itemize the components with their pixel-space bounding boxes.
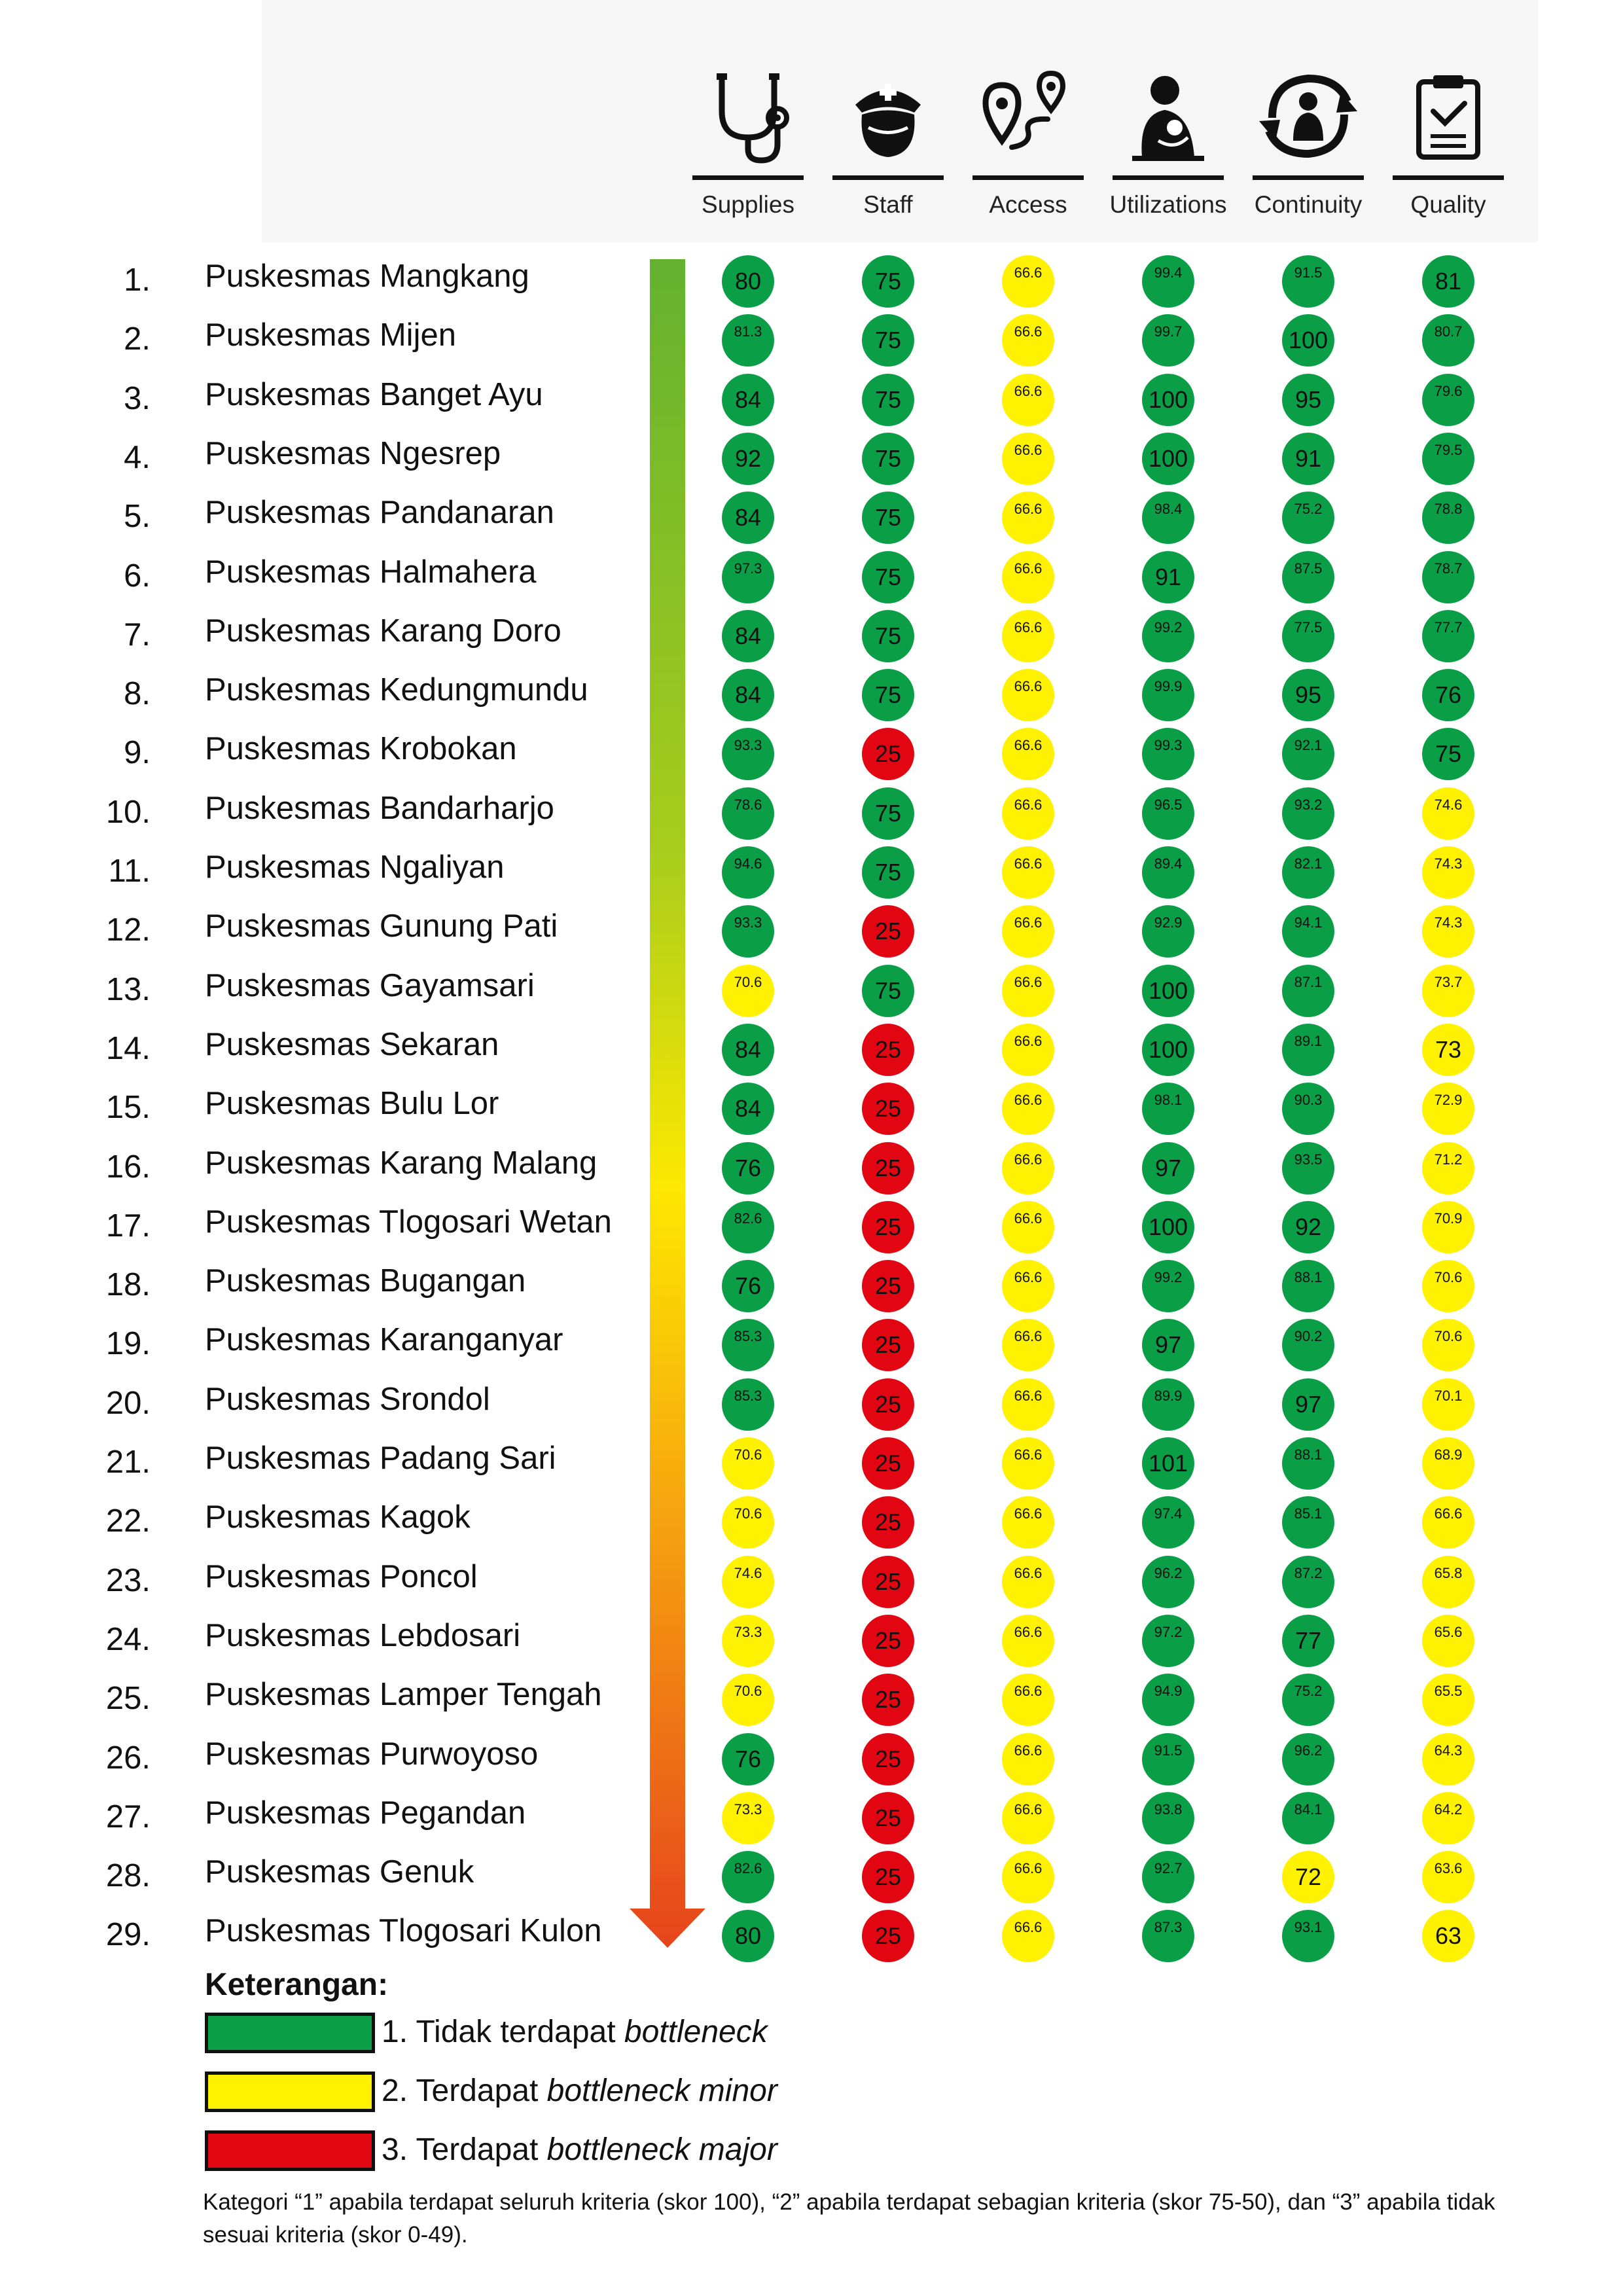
score-dot-continuity: 89.1 bbox=[1282, 1024, 1334, 1076]
score-dot-access: 66.6 bbox=[1002, 669, 1054, 721]
score-dot-utilizations: 100 bbox=[1142, 965, 1194, 1017]
row-name: Puskesmas Gayamsari bbox=[205, 967, 535, 1003]
score-dot-continuity: 87.2 bbox=[1282, 1556, 1334, 1608]
score-dot-quality: 74.3 bbox=[1422, 905, 1474, 958]
row-name: Puskesmas Tlogosari Kulon bbox=[205, 1913, 602, 1949]
score-dot-continuity: 93.2 bbox=[1282, 787, 1334, 840]
score-dot-access: 66.6 bbox=[1002, 905, 1054, 958]
score-dot-quality: 80.7 bbox=[1422, 314, 1474, 367]
score-dot-staff: 75 bbox=[862, 846, 914, 899]
score-dot-continuity: 77.5 bbox=[1282, 610, 1334, 662]
score-dot-staff: 25 bbox=[862, 1437, 914, 1490]
legend-italic: bottleneck minor bbox=[546, 2073, 777, 2108]
score-dot-continuity: 94.1 bbox=[1282, 905, 1334, 958]
score-dot-staff: 25 bbox=[862, 1024, 914, 1076]
score-dot-staff: 25 bbox=[862, 905, 914, 958]
score-dot-utilizations: 96.5 bbox=[1142, 787, 1194, 840]
row-rank: 7. bbox=[124, 617, 151, 653]
row-name: Puskesmas Bugangan bbox=[205, 1263, 526, 1299]
score-dot-utilizations: 97.2 bbox=[1142, 1615, 1194, 1667]
row-name: Puskesmas Genuk bbox=[205, 1854, 474, 1890]
row-name: Puskesmas Poncol bbox=[205, 1558, 478, 1594]
score-dot-quality: 65.8 bbox=[1422, 1556, 1474, 1608]
row-rank: 9. bbox=[124, 735, 151, 771]
score-dot-continuity: 91.5 bbox=[1282, 255, 1334, 308]
row-rank: 11. bbox=[108, 853, 151, 889]
score-dot-access: 66.6 bbox=[1002, 1201, 1054, 1253]
score-dot-access: 66.6 bbox=[1002, 551, 1054, 603]
score-dot-continuity: 84.1 bbox=[1282, 1792, 1334, 1844]
score-dot-quality: 78.7 bbox=[1422, 551, 1474, 603]
score-dot-staff: 25 bbox=[862, 1556, 914, 1608]
score-dot-continuity: 85.1 bbox=[1282, 1496, 1334, 1549]
score-dot-quality: 68.9 bbox=[1422, 1437, 1474, 1490]
score-dot-access: 66.6 bbox=[1002, 1556, 1054, 1608]
legend-swatch bbox=[205, 2130, 375, 2171]
score-dot-quality: 81 bbox=[1422, 255, 1474, 308]
row-rank: 8. bbox=[124, 676, 151, 712]
score-dot-supplies: 85.3 bbox=[722, 1378, 774, 1431]
score-dot-continuity: 88.1 bbox=[1282, 1260, 1334, 1312]
row-rank: 4. bbox=[124, 439, 151, 475]
row-rank: 19. bbox=[105, 1326, 151, 1362]
row-name: Puskesmas Pandanaran bbox=[205, 495, 554, 531]
score-dot-staff: 75 bbox=[862, 255, 914, 308]
score-dot-utilizations: 101 bbox=[1142, 1437, 1194, 1490]
score-dot-supplies: 76 bbox=[722, 1142, 774, 1194]
row-rank: 21. bbox=[105, 1444, 151, 1480]
score-dot-quality: 70.1 bbox=[1422, 1378, 1474, 1431]
legend-swatch bbox=[205, 2013, 375, 2053]
row-name: Puskesmas Karang Doro bbox=[205, 613, 562, 649]
row-name: Puskesmas Ngaliyan bbox=[205, 850, 505, 885]
column-label-quality: Quality bbox=[1410, 191, 1486, 218]
row-name: Puskesmas Banget Ayu bbox=[205, 376, 543, 412]
score-dot-utilizations: 97.4 bbox=[1142, 1496, 1194, 1549]
score-dot-continuity: 93.1 bbox=[1282, 1910, 1334, 1962]
score-dot-quality: 65.5 bbox=[1422, 1674, 1474, 1726]
score-dot-utilizations: 99.2 bbox=[1142, 1260, 1194, 1312]
score-dot-utilizations: 99.4 bbox=[1142, 255, 1194, 308]
score-dot-quality: 79.6 bbox=[1422, 374, 1474, 426]
category-note: Kategori “1” apabila terdapat seluruh kriteria (skor 100), “2” apabila terdapat sebagian kriteria (skor 75-50), dan “3” apabila tidak sesuai kriteria (skor 0-49). bbox=[203, 2189, 1495, 2248]
row-rank: 18. bbox=[105, 1267, 151, 1303]
score-dot-continuity: 91 bbox=[1282, 433, 1334, 485]
score-dot-access: 66.6 bbox=[1002, 610, 1054, 662]
score-dot-access: 66.6 bbox=[1002, 1674, 1054, 1726]
score-dot-supplies: 70.6 bbox=[722, 1496, 774, 1549]
score-dot-continuity: 93.5 bbox=[1282, 1142, 1334, 1194]
score-dot-utilizations: 96.2 bbox=[1142, 1556, 1194, 1608]
score-dot-supplies: 74.6 bbox=[722, 1556, 774, 1608]
score-dot-access: 66.6 bbox=[1002, 1910, 1054, 1962]
legend-text: 2. Terdapat bbox=[382, 2073, 547, 2108]
score-dot-continuity: 97 bbox=[1282, 1378, 1334, 1431]
score-dot-supplies: 85.3 bbox=[722, 1319, 774, 1371]
score-dot-continuity: 90.3 bbox=[1282, 1083, 1334, 1135]
score-dot-quality: 73 bbox=[1422, 1024, 1474, 1076]
score-dot-access: 66.6 bbox=[1002, 787, 1054, 840]
score-dot-access: 66.6 bbox=[1002, 1733, 1054, 1785]
score-dot-access: 66.6 bbox=[1002, 255, 1054, 308]
score-dot-supplies: 82.6 bbox=[722, 1851, 774, 1903]
score-dot-utilizations: 91 bbox=[1142, 551, 1194, 603]
score-dot-staff: 25 bbox=[862, 1674, 914, 1726]
score-dot-utilizations: 99.7 bbox=[1142, 314, 1194, 367]
row-rank: 12. bbox=[105, 912, 151, 948]
score-dot-supplies: 80 bbox=[722, 1910, 774, 1962]
score-dot-utilizations: 100 bbox=[1142, 433, 1194, 485]
score-dot-continuity: 100 bbox=[1282, 314, 1334, 367]
score-dot-staff: 75 bbox=[862, 551, 914, 603]
row-name: Puskesmas Halmahera bbox=[205, 554, 537, 590]
row-rank: 16. bbox=[105, 1149, 151, 1185]
row-name: Puskesmas Lebdosari bbox=[205, 1617, 521, 1653]
row-rank: 27. bbox=[105, 1799, 151, 1835]
score-dot-quality: 64.3 bbox=[1422, 1733, 1474, 1785]
score-dot-access: 66.6 bbox=[1002, 1319, 1054, 1371]
header-rule bbox=[692, 175, 804, 180]
score-dot-utilizations: 89.9 bbox=[1142, 1378, 1194, 1431]
score-dot-access: 66.6 bbox=[1002, 1378, 1054, 1431]
score-dot-quality: 76 bbox=[1422, 669, 1474, 721]
row-rank: 15. bbox=[105, 1090, 151, 1126]
score-dot-quality: 78.8 bbox=[1422, 492, 1474, 544]
score-dot-access: 66.6 bbox=[1002, 1024, 1054, 1076]
score-dot-utilizations: 98.1 bbox=[1142, 1083, 1194, 1135]
score-dot-quality: 77.7 bbox=[1422, 610, 1474, 662]
score-dot-continuity: 82.1 bbox=[1282, 846, 1334, 899]
score-dot-continuity: 87.1 bbox=[1282, 965, 1334, 1017]
column-label-supplies: Supplies bbox=[702, 191, 794, 218]
score-dot-quality: 70.9 bbox=[1422, 1201, 1474, 1253]
score-dot-continuity: 95 bbox=[1282, 374, 1334, 426]
row-name: Puskesmas Srondol bbox=[205, 1381, 490, 1417]
score-dot-continuity: 95 bbox=[1282, 669, 1334, 721]
map-route-icon bbox=[972, 65, 1084, 164]
row-rank: 22. bbox=[105, 1503, 151, 1539]
header-rule bbox=[972, 175, 1084, 180]
row-name: Puskesmas Sekaran bbox=[205, 1026, 499, 1062]
score-dot-staff: 75 bbox=[862, 965, 914, 1017]
score-dot-supplies: 82.6 bbox=[722, 1201, 774, 1253]
score-dot-utilizations: 92.9 bbox=[1142, 905, 1194, 958]
score-dot-access: 66.6 bbox=[1002, 965, 1054, 1017]
score-dot-utilizations: 99.3 bbox=[1142, 728, 1194, 780]
score-dot-quality: 70.6 bbox=[1422, 1260, 1474, 1312]
row-name: Puskesmas Karang Malang bbox=[205, 1145, 597, 1181]
nurse-icon bbox=[832, 65, 944, 164]
row-rank: 28. bbox=[105, 1858, 151, 1894]
legend-text: 3. Terdapat bbox=[382, 2132, 547, 2167]
score-dot-staff: 25 bbox=[862, 1851, 914, 1903]
score-dot-continuity: 96.2 bbox=[1282, 1733, 1334, 1785]
score-dot-utilizations: 99.9 bbox=[1142, 669, 1194, 721]
score-dot-quality: 74.6 bbox=[1422, 787, 1474, 840]
score-dot-quality: 73.7 bbox=[1422, 965, 1474, 1017]
column-label-staff: Staff bbox=[863, 191, 913, 218]
score-dot-quality: 72.9 bbox=[1422, 1083, 1474, 1135]
score-dot-continuity: 92 bbox=[1282, 1201, 1334, 1253]
score-dot-staff: 25 bbox=[862, 728, 914, 780]
score-dot-quality: 64.2 bbox=[1422, 1792, 1474, 1844]
row-rank: 29. bbox=[105, 1917, 151, 1953]
score-dot-staff: 25 bbox=[862, 1615, 914, 1667]
score-dot-supplies: 78.6 bbox=[722, 787, 774, 840]
score-dot-supplies: 92 bbox=[722, 433, 774, 485]
row-rank: 2. bbox=[124, 321, 151, 357]
score-dot-quality: 74.3 bbox=[1422, 846, 1474, 899]
score-dot-supplies: 73.3 bbox=[722, 1615, 774, 1667]
score-dot-continuity: 87.5 bbox=[1282, 551, 1334, 603]
score-dot-continuity: 72 bbox=[1282, 1851, 1334, 1903]
score-dot-access: 66.6 bbox=[1002, 314, 1054, 367]
row-name: Puskesmas Padang Sari bbox=[205, 1441, 556, 1476]
score-dot-supplies: 73.3 bbox=[722, 1792, 774, 1844]
score-dot-supplies: 84 bbox=[722, 374, 774, 426]
row-name: Puskesmas Ngesrep bbox=[205, 435, 501, 471]
score-dot-quality: 63 bbox=[1422, 1910, 1474, 1962]
header-rule bbox=[832, 175, 944, 180]
score-dot-access: 66.6 bbox=[1002, 374, 1054, 426]
score-dot-quality: 71.2 bbox=[1422, 1142, 1474, 1194]
score-dot-continuity: 77 bbox=[1282, 1615, 1334, 1667]
score-dot-supplies: 93.3 bbox=[722, 728, 774, 780]
row-name: Puskesmas Mijen bbox=[205, 317, 456, 353]
row-rank: 1. bbox=[124, 262, 151, 298]
score-dot-staff: 25 bbox=[862, 1083, 914, 1135]
row-name: Puskesmas Karanganyar bbox=[205, 1322, 563, 1358]
mother-child-icon bbox=[1113, 65, 1224, 164]
score-dot-utilizations: 97 bbox=[1142, 1319, 1194, 1371]
score-dot-supplies: 84 bbox=[722, 1024, 774, 1076]
score-dot-supplies: 70.6 bbox=[722, 965, 774, 1017]
score-dot-staff: 75 bbox=[862, 669, 914, 721]
score-dot-access: 66.6 bbox=[1002, 728, 1054, 780]
row-name: Puskesmas Bulu Lor bbox=[205, 1086, 499, 1122]
score-dot-access: 66.6 bbox=[1002, 1851, 1054, 1903]
score-dot-supplies: 80 bbox=[722, 255, 774, 308]
legend-italic: bottleneck bbox=[624, 2015, 768, 2049]
row-rank: 10. bbox=[105, 794, 151, 830]
score-dot-access: 66.6 bbox=[1002, 1083, 1054, 1135]
score-dot-access: 66.6 bbox=[1002, 1496, 1054, 1549]
score-dot-access: 66.6 bbox=[1002, 846, 1054, 899]
score-dot-access: 66.6 bbox=[1002, 1260, 1054, 1312]
column-label-utilizations: Utilizations bbox=[1109, 191, 1227, 218]
score-dot-quality: 75 bbox=[1422, 728, 1474, 780]
score-dot-utilizations: 91.5 bbox=[1142, 1733, 1194, 1785]
stethoscope-icon bbox=[692, 65, 804, 164]
score-dot-supplies: 97.3 bbox=[722, 551, 774, 603]
score-dot-continuity: 92.1 bbox=[1282, 728, 1334, 780]
row-name: Puskesmas Kedungmundu bbox=[205, 672, 588, 708]
row-rank: 5. bbox=[124, 499, 151, 535]
score-dot-continuity: 88.1 bbox=[1282, 1437, 1334, 1490]
score-dot-staff: 75 bbox=[862, 433, 914, 485]
score-dot-staff: 75 bbox=[862, 610, 914, 662]
column-label-access: Access bbox=[989, 191, 1067, 218]
legend-title: Keterangan: bbox=[205, 1967, 389, 2002]
row-name: Puskesmas Mangkang bbox=[205, 259, 529, 294]
continuity-care-icon bbox=[1253, 65, 1364, 164]
row-rank: 14. bbox=[105, 1030, 151, 1066]
row-rank: 3. bbox=[124, 380, 151, 416]
row-name: Puskesmas Tlogosari Wetan bbox=[205, 1204, 612, 1240]
score-dot-utilizations: 89.4 bbox=[1142, 846, 1194, 899]
score-dot-supplies: 76 bbox=[722, 1260, 774, 1312]
score-dot-access: 66.6 bbox=[1002, 1142, 1054, 1194]
score-dot-staff: 75 bbox=[862, 492, 914, 544]
score-dot-utilizations: 92.7 bbox=[1142, 1851, 1194, 1903]
score-dot-staff: 25 bbox=[862, 1201, 914, 1253]
score-dot-quality: 66.6 bbox=[1422, 1496, 1474, 1549]
score-dot-access: 66.6 bbox=[1002, 1437, 1054, 1490]
score-dot-supplies: 70.6 bbox=[722, 1674, 774, 1726]
clipboard-check-icon bbox=[1393, 65, 1504, 164]
score-dot-staff: 25 bbox=[862, 1142, 914, 1194]
row-rank: 13. bbox=[105, 971, 151, 1007]
score-dot-supplies: 94.6 bbox=[722, 846, 774, 899]
score-dot-access: 66.6 bbox=[1002, 433, 1054, 485]
score-dot-continuity: 75.2 bbox=[1282, 1674, 1334, 1726]
score-dot-supplies: 84 bbox=[722, 610, 774, 662]
score-dot-supplies: 84 bbox=[722, 669, 774, 721]
row-name: Puskesmas Lamper Tengah bbox=[205, 1677, 602, 1713]
score-dot-staff: 25 bbox=[862, 1319, 914, 1371]
score-dot-utilizations: 99.2 bbox=[1142, 610, 1194, 662]
ranking-arrow bbox=[628, 259, 707, 1961]
row-name: Puskesmas Gunung Pati bbox=[205, 908, 558, 944]
score-dot-staff: 75 bbox=[862, 314, 914, 367]
score-dot-supplies: 76 bbox=[722, 1733, 774, 1785]
row-name: Puskesmas Bandarharjo bbox=[205, 790, 554, 826]
legend-swatch bbox=[205, 2072, 375, 2112]
row-rank: 23. bbox=[105, 1562, 151, 1598]
score-dot-supplies: 93.3 bbox=[722, 905, 774, 958]
score-dot-utilizations: 87.3 bbox=[1142, 1910, 1194, 1962]
score-dot-quality: 79.5 bbox=[1422, 433, 1474, 485]
row-rank: 6. bbox=[124, 558, 151, 594]
score-dot-quality: 70.6 bbox=[1422, 1319, 1474, 1371]
score-dot-staff: 25 bbox=[862, 1260, 914, 1312]
score-dot-utilizations: 100 bbox=[1142, 374, 1194, 426]
score-dot-supplies: 84 bbox=[722, 1083, 774, 1135]
row-rank: 24. bbox=[105, 1621, 151, 1657]
score-dot-continuity: 75.2 bbox=[1282, 492, 1334, 544]
row-name: Puskesmas Krobokan bbox=[205, 731, 517, 767]
legend-text: 1. Tidak terdapat bbox=[382, 2015, 624, 2049]
score-dot-utilizations: 100 bbox=[1142, 1024, 1194, 1076]
score-dot-utilizations: 93.8 bbox=[1142, 1792, 1194, 1844]
column-label-continuity: Continuity bbox=[1254, 191, 1363, 218]
score-dot-continuity: 90.2 bbox=[1282, 1319, 1334, 1371]
score-dot-supplies: 84 bbox=[722, 492, 774, 544]
legend-italic: bottleneck major bbox=[546, 2132, 777, 2167]
header-rule bbox=[1393, 175, 1504, 180]
row-name: Puskesmas Pegandan bbox=[205, 1795, 526, 1831]
score-dot-staff: 25 bbox=[862, 1910, 914, 1962]
header-rule bbox=[1113, 175, 1224, 180]
row-rank: 25. bbox=[105, 1681, 151, 1717]
score-dot-quality: 65.6 bbox=[1422, 1615, 1474, 1667]
row-name: Puskesmas Purwoyoso bbox=[205, 1736, 539, 1772]
score-dot-staff: 25 bbox=[862, 1733, 914, 1785]
score-dot-utilizations: 100 bbox=[1142, 1201, 1194, 1253]
score-dot-access: 66.6 bbox=[1002, 492, 1054, 544]
score-dot-staff: 75 bbox=[862, 787, 914, 840]
row-rank: 17. bbox=[105, 1208, 151, 1244]
score-dot-utilizations: 97 bbox=[1142, 1142, 1194, 1194]
score-dot-utilizations: 94.9 bbox=[1142, 1674, 1194, 1726]
score-dot-utilizations: 98.4 bbox=[1142, 492, 1194, 544]
score-dot-access: 66.6 bbox=[1002, 1792, 1054, 1844]
header-rule bbox=[1253, 175, 1364, 180]
score-dot-supplies: 70.6 bbox=[722, 1437, 774, 1490]
score-dot-staff: 25 bbox=[862, 1496, 914, 1549]
score-dot-quality: 63.6 bbox=[1422, 1851, 1474, 1903]
row-rank: 26. bbox=[105, 1740, 151, 1776]
row-name: Puskesmas Kagok bbox=[205, 1499, 471, 1535]
row-rank: 20. bbox=[105, 1385, 151, 1421]
score-dot-supplies: 81.3 bbox=[722, 314, 774, 367]
score-dot-staff: 25 bbox=[862, 1378, 914, 1431]
score-dot-staff: 75 bbox=[862, 374, 914, 426]
score-dot-staff: 25 bbox=[862, 1792, 914, 1844]
score-dot-access: 66.6 bbox=[1002, 1615, 1054, 1667]
